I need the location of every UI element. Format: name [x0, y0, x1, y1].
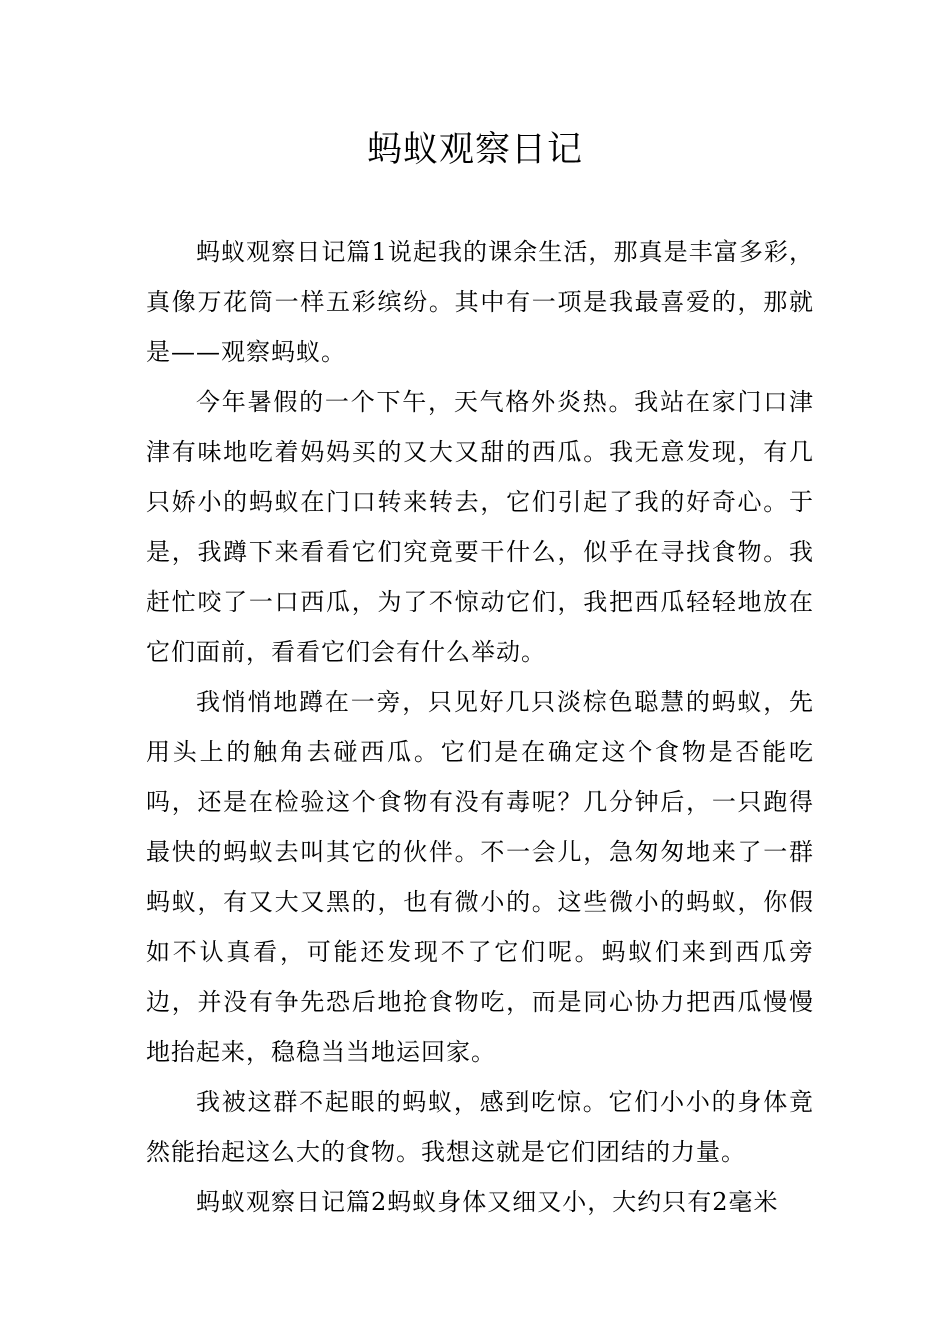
paragraph-3: 我悄悄地蹲在一旁，只见好几只淡棕色聪慧的蚂蚁，先用头上的触角去碰西瓜。它们是在确定这个食物是否能吃吗，还是在检验这个食物有没有毒呢？几分钟后，一只跑得最快的蚂蚁去叫其它的伙伴。不一会儿，急匆匆地来了一群蚂蚁，有又大又黑的，也有微小的。这些微小的蚂蚁，你假如不认真看，可能还发现不了它们呢。蚂蚁们来到西瓜旁边，并没有争先恐后地抢食物吃，而是同心协力把西瓜慢慢地抬起来，稳稳当当地运回家。 [146, 688, 814, 1066]
paragraph-1: 蚂蚁观察日记篇1说起我的课余生活，那真是丰富多彩，真像万花筒一样五彩缤纷。其中有一项是我最喜爱的，那就是——观察蚂蚁。 [146, 238, 814, 366]
paragraph-4: 我被这群不起眼的蚂蚁，感到吃惊。它们小小的身体竟然能抬起这么大的食物。我想这就是它们团结的力量。 [146, 1088, 814, 1166]
document-title: 蚂蚁观察日记 [366, 130, 583, 170]
paragraph-2: 今年暑假的一个下午，天气格外炎热。我站在家门口津津有味地吃着妈妈买的又大又甜的西瓜。我无意发现，有几只娇小的蚂蚁在门口转来转去，它们引起了我的好奇心。于是，我蹲下来看看它们究竟要干什么，似乎在寻找食物。我赶忙咬了一口西瓜，为了不惊动它们，我把西瓜轻轻地放在它们面前，看看它们会有什么举动。 [146, 388, 814, 666]
paragraph-5: 蚂蚁观察日记篇2蚂蚁身体又细又小，大约只有2毫米 [196, 1188, 779, 1216]
document-body [146, 227, 814, 1227]
